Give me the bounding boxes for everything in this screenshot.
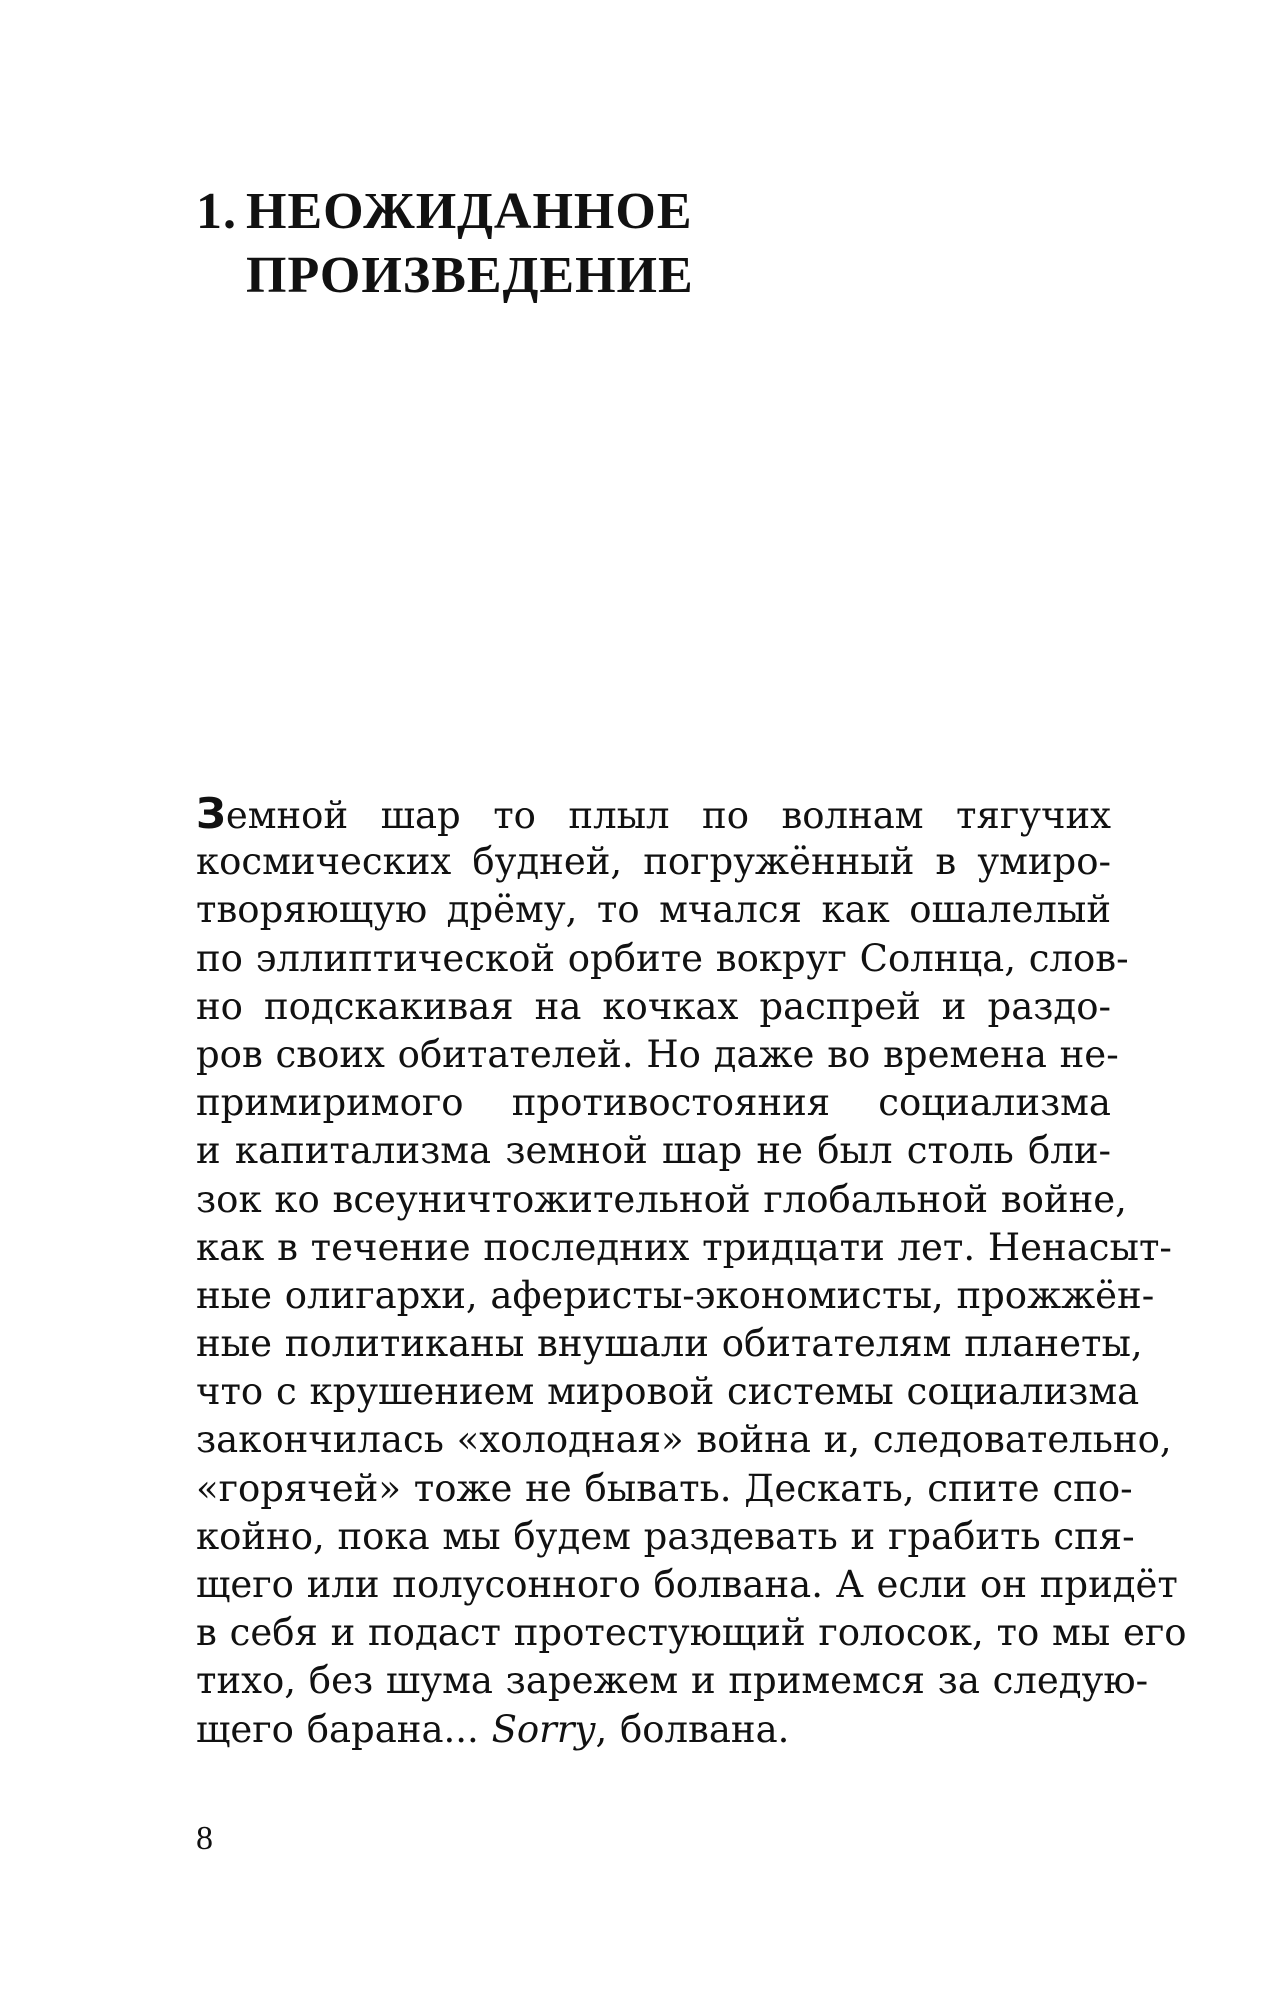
text-line: примиримого противостояния социализма [196,1081,1111,1125]
text-line: щего или полусонного болвана. А если он придёт [196,1563,1178,1606]
chapter-title [246,180,694,308]
text-line-last [196,1706,1111,1754]
text-line-fragment: емной шар то плыл по волнам тягучих [225,794,1111,837]
text-line: но подскакивая на кочках распрей и раздо- [196,984,1111,1028]
italic-word: Sorry [491,1707,596,1751]
text-line: и капитализма земной шар не был столь бли- [196,1129,1111,1173]
text-line [196,790,1111,838]
text-line: как в течение последних тридцати лет. Ненасыт- [196,1225,1172,1269]
text-line-fragment: , болвана. [595,1707,790,1751]
chapter-title-line-1: НЕОЖИДАННОЕ [246,183,693,240]
text-line: ные олигархи, аферисты-экономисты, прожжён- [196,1273,1155,1317]
text-line: космических будней, погружённый в умиро- [196,840,1111,884]
chapter-heading [196,180,896,308]
text-line: в себя и подаст протестующий голосок, то мы его [196,1611,1187,1655]
page-number: 8 [196,1820,213,1857]
text-line: ров своих обитателей. Но даже во времена не- [196,1032,1119,1076]
text-line-fragment: щего барана... [196,1707,492,1751]
chapter-number: 1. [196,183,237,240]
chapter-title-line-2: ПРОИЗВЕДЕНИЕ [246,247,694,304]
text-line: по эллиптической орбите вокруг Солнца, слов- [196,936,1129,980]
body-paragraph [196,789,1187,1754]
dropcap-letter: З [196,789,226,838]
text-line: койно, пока мы будем раздевать и грабить спя- [196,1514,1135,1558]
text-line: ные политиканы внушали обитателям планеты, [196,1322,1143,1366]
text-line: тихо, без шума зарежем и примемся за следую- [196,1659,1149,1703]
text-line: зок ко всеуничтожительной глобальной войне, [196,1177,1127,1221]
text-line: творяющую дрёму, то мчался как ошалелый [196,888,1111,932]
text-line: закончилась «холодная» война и, следовательно, [196,1418,1172,1462]
text-line: что с крушением мировой системы социализма [196,1370,1140,1414]
text-line: «горячей» тоже не бывать. Дескать, спите спо- [196,1466,1133,1510]
